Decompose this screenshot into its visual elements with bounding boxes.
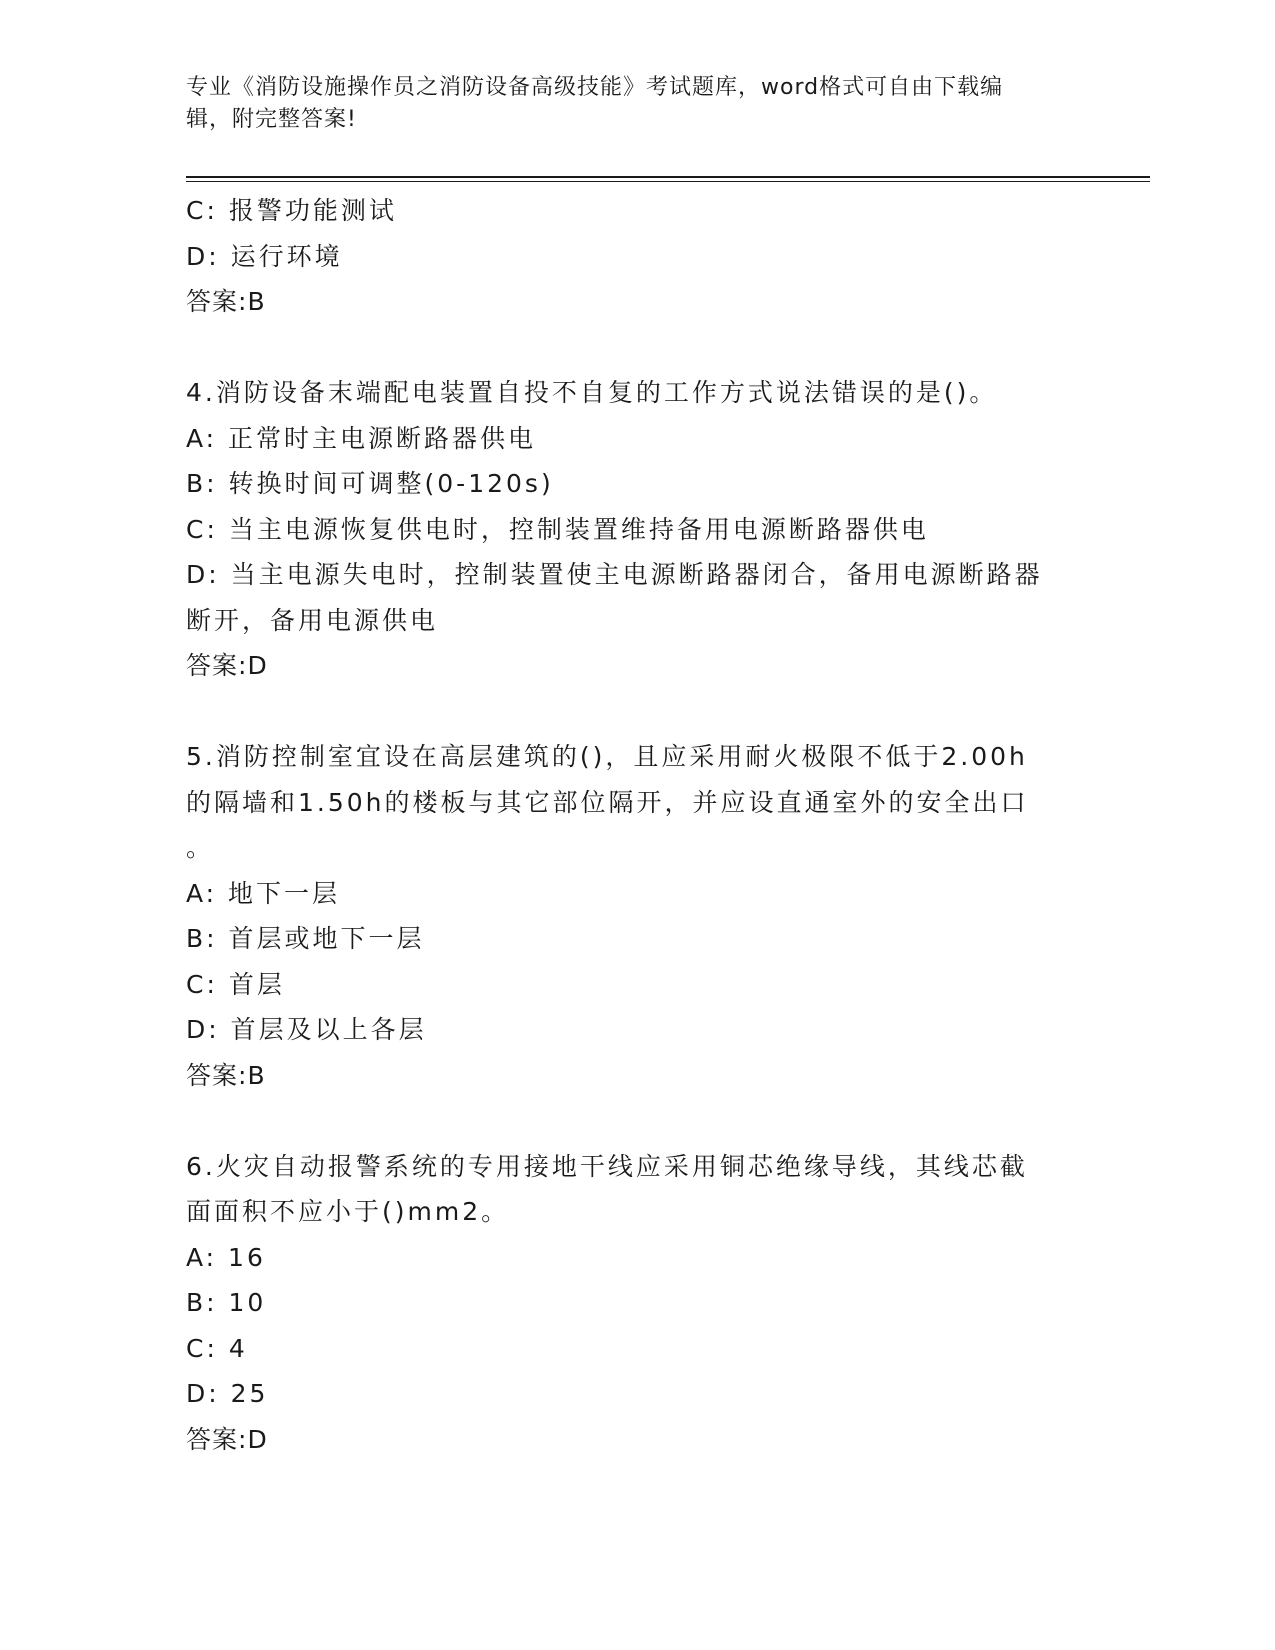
q4-option-d-line-1: D: 当主电源失电时，控制装置使主电源断路器闭合，备用电源断路器: [186, 560, 1043, 589]
q5-option-a: A: 地下一层: [186, 878, 341, 908]
answer-label: 答案:: [186, 1060, 248, 1090]
header-divider-thick: [186, 176, 1150, 178]
q3-option-d: D: 运行环境: [186, 241, 343, 271]
header-divider-thin: [186, 181, 1150, 182]
q4-option-a: A: 正常时主电源断路器供电: [186, 423, 537, 453]
q5-option-d: D: 首层及以上各层: [186, 1015, 427, 1044]
answer-value: B: [247, 287, 266, 316]
question-3-tail: [186, 188, 1086, 325]
q6-option-a: A: 16: [186, 1242, 266, 1272]
q3-option-c: C: 报警功能测试: [186, 196, 397, 225]
q5-stem-line-2: 的隔墙和1.50h的楼板与其它部位隔开，并应设直通室外的安全出口: [186, 787, 1029, 817]
answer-value: D: [247, 1424, 268, 1454]
q5-option-c: C: 首层: [186, 969, 285, 999]
answer-label: 答案:: [186, 651, 248, 680]
q4-option-d-line-2: 断开，备用电源供电: [186, 605, 439, 635]
q5-stem-line-3: 。: [186, 833, 215, 862]
q4-stem: 4.消防设备末端配电装置自投不自复的工作方式说法错误的是()。: [186, 378, 998, 407]
q6-option-d: D: 25: [186, 1379, 269, 1408]
question-4: [186, 370, 1086, 689]
answer-value: B: [247, 1060, 266, 1090]
q5-option-b: B: 首层或地下一层: [186, 924, 425, 953]
q4-option-b: B: 转换时间可调整(0-120s): [186, 469, 554, 498]
answer-label: 答案:: [186, 287, 248, 316]
q6-stem-line-2: 面面积不应小于()mm2。: [186, 1197, 510, 1226]
q4-answer: [186, 643, 1086, 689]
answer-value: D: [247, 651, 268, 680]
q5-stem-line-1: 5.消防控制室宜设在高层建筑的()，且应采用耐火极限不低于2.00h: [186, 742, 1028, 771]
q5-answer: [186, 1053, 1086, 1099]
document-header: [186, 72, 1076, 136]
question-list: [186, 188, 1086, 1462]
question-5: [186, 734, 1086, 1098]
answer-label: 答案:: [186, 1424, 248, 1454]
q6-answer: [186, 1417, 1086, 1463]
header-line-1: 专业《消防设施操作员之消防设备高级技能》考试题库，word格式可自由下载编: [186, 75, 1004, 100]
header-line-2: 辑，附完整答案!: [186, 107, 357, 132]
q6-option-c: C: 4: [186, 1333, 248, 1363]
question-6: [186, 1144, 1086, 1463]
q3-answer: [186, 279, 1086, 325]
q6-stem-line-1: 6.火灾自动报警系统的专用接地干线应采用铜芯绝缘导线，其线芯截: [186, 1151, 1028, 1181]
q4-option-c: C: 当主电源恢复供电时，控制装置维持备用电源断路器供电: [186, 514, 929, 544]
q6-option-b: B: 10: [186, 1288, 267, 1317]
